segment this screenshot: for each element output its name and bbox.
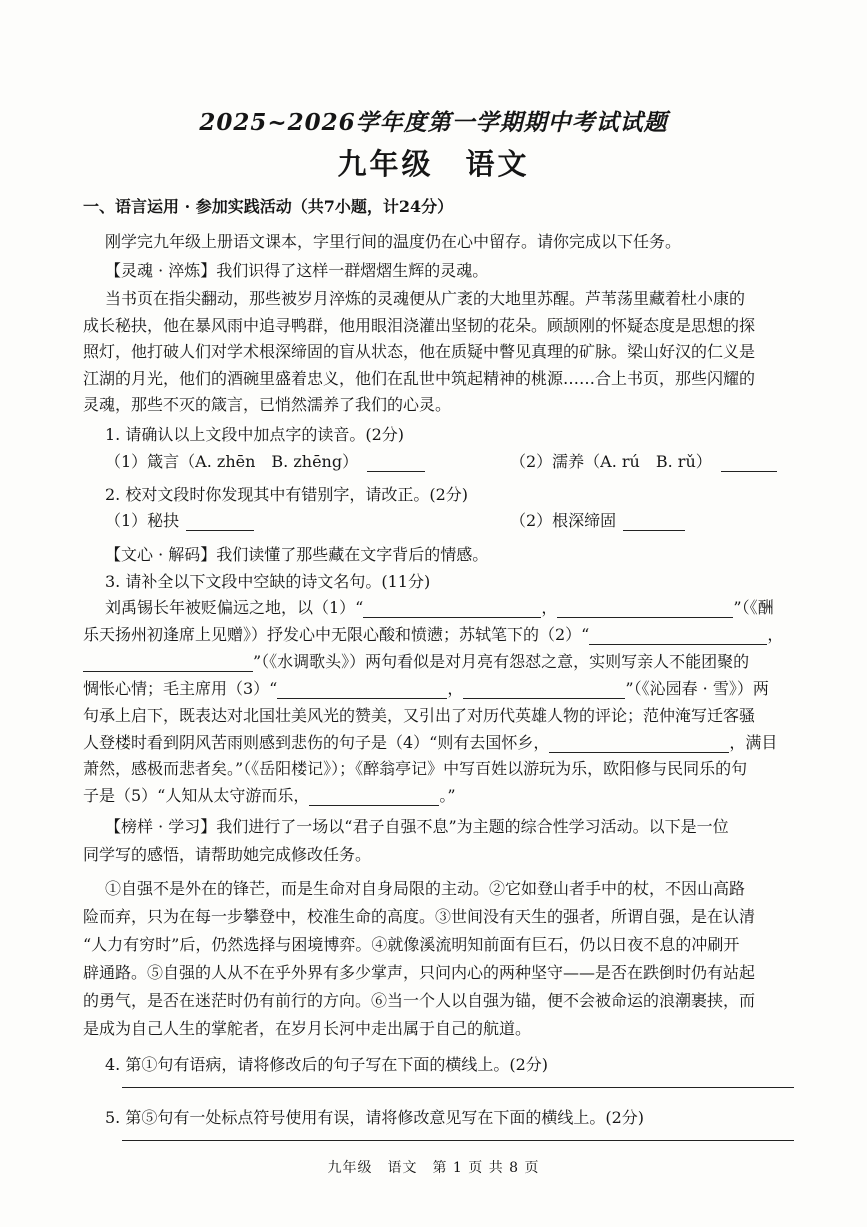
question-4: 4. 第①句有语病，请将修改后的句子写在下面的横线上。(2分) bbox=[105, 1055, 549, 1074]
essay-line: ①自强不是外在的锋芒，而是生命对自身局限的主动。②它如登山者手中的杖，不因山高路 bbox=[105, 879, 746, 898]
q3-text: 惆怅心情；毛主席用（3）“ bbox=[83, 679, 278, 698]
culture-heading: 【文心 · 解码】我们读懂了那些藏在文字背后的情感。 bbox=[105, 545, 489, 564]
answer-blank[interactable] bbox=[589, 628, 767, 645]
answer-blank[interactable] bbox=[186, 514, 254, 531]
exam-subject: 九年级 语文 bbox=[337, 147, 530, 181]
q3-line bbox=[83, 652, 795, 672]
q3-text: 子是（5）“人知从太守游而乐， bbox=[83, 786, 310, 805]
q3-text: ”（《沁园春 · 雪》）两 bbox=[625, 679, 769, 698]
model-heading: 【榜样 · 学习】我们进行了一场以“君子自强不息”为主题的综合性学习活动。以下是一位 bbox=[105, 817, 729, 836]
passage-line: 成长秘抉，他在暴风雨中追寻鸭群，他用眼泪浇灌出坚韧的花朵。顾颉刚的怀疑态度是思想的探 bbox=[83, 316, 756, 335]
q3-text: 刘禹锡长年被贬偏远之地，以（1）“ bbox=[105, 598, 364, 617]
passage-line: 当书页在指尖翻动，那些被岁月淬炼的灵魂便从广袤的大地里苏醒。芦苇荡里藏着杜小康的 bbox=[105, 289, 746, 308]
answer-blank[interactable] bbox=[309, 789, 439, 806]
answer-blank[interactable] bbox=[83, 655, 253, 672]
q3-text: ， bbox=[767, 625, 784, 644]
q3-text: ， bbox=[447, 679, 464, 698]
q3-line bbox=[83, 786, 795, 806]
question-1: 1. 请确认以上文段中加点字的读音。(2分) bbox=[105, 425, 405, 444]
q3-text: 乐天扬州初逢席上见赠》）抒发心中无限心酸和愤懑；苏轼笔下的（2）“ bbox=[83, 625, 590, 644]
passage-line: 江湖的月光，他们的酒碗里盛着忠义，他们在乱世中筑起精神的桃源……合上书页，那些闪耀的 bbox=[83, 369, 756, 388]
q3-line: 句承上启下，既表达对北国壮美风光的赞美，又引出了对历代英雄人物的评论；范仲淹写迁客骚 bbox=[83, 706, 756, 725]
model-heading-2: 同学写的感悟，请帮助她完成修改任务。 bbox=[83, 845, 372, 864]
q3-line bbox=[83, 679, 795, 699]
answer-blank[interactable] bbox=[363, 601, 541, 618]
q3-text: ”（《水调歌头》）两句看似是对月亮有怨怼之意，实则写亲人不能团聚的 bbox=[253, 652, 750, 671]
q1-option-b: （2）濡养（A. rú B. rǔ） bbox=[510, 452, 712, 471]
section-intro: 刚学完九年级上册语文课本，字里行间的温度仍在心中留存。请你完成以下任务。 bbox=[105, 232, 682, 251]
q3-line bbox=[83, 733, 795, 753]
q3-text: 。” bbox=[439, 786, 456, 805]
page-footer: 九年级 语文 第 1 页 共 8 页 bbox=[327, 1160, 540, 1176]
answer-line[interactable] bbox=[122, 1140, 794, 1141]
q3-line bbox=[83, 625, 795, 645]
q2-item-a: （1）秘抉 bbox=[105, 511, 180, 530]
q1-option-a: （1）箴言（A. zhēn B. zhēng） bbox=[105, 452, 359, 471]
q2-item-b: （2）根深缔固 bbox=[510, 511, 617, 530]
essay-line: 的勇气，是否在迷茫时仍有前行的方向。⑥当一个人以自强为锚，便不会被命运的浪潮裹挟，而 bbox=[83, 991, 756, 1010]
answer-blank[interactable] bbox=[549, 736, 729, 753]
passage-line: 照灯，他打破人们对学术根深缔固的盲从状态，他在质疑中瞥见真理的矿脉。梁山好汉的仁义是 bbox=[83, 342, 756, 361]
q3-line: 萧然，感极而悲者矣。”（《岳阳楼记》）；《醉翁亭记》中写百姓以游玩为乐，欧阳修与民同乐的句 bbox=[83, 759, 748, 778]
essay-line: 险而弃，只为在每一步攀登中，校准生命的高度。③世间没有天生的强者，所谓自强，是在认清 bbox=[83, 907, 756, 926]
q3-text: ，满目 bbox=[729, 733, 778, 752]
answer-blank[interactable] bbox=[623, 514, 685, 531]
q3-text: 人登楼时看到阴风苦雨则感到悲伤的句子是（4）“则有去国怀乡， bbox=[83, 733, 550, 752]
passage-line: 灵魂，那些不灭的箴言，已悄然濡养了我们的心灵。 bbox=[83, 395, 452, 414]
answer-blank[interactable] bbox=[557, 601, 733, 618]
q3-text: ”（《酬 bbox=[733, 598, 774, 617]
question-5: 5. 第⑤句有一处标点符号使用有误，请将修改意见写在下面的横线上。(2分) bbox=[105, 1108, 645, 1127]
essay-line: 辟通路。⑤自强的人从不在乎外界有多少掌声，只问内心的两种坚守——是否在跌倒时仍有站起 bbox=[83, 963, 756, 982]
answer-line[interactable] bbox=[122, 1087, 794, 1088]
answer-blank[interactable] bbox=[463, 682, 625, 699]
q3-line bbox=[105, 598, 795, 618]
essay-line: 是成为自己人生的掌舵者，在岁月长河中走出属于自己的航道。 bbox=[83, 1019, 532, 1038]
exam-title: 2025~2026学年度第一学期期中考试试题 bbox=[199, 109, 668, 136]
question-3: 3. 请补全以下文段中空缺的诗文名句。(11分) bbox=[105, 572, 431, 591]
question-2: 2. 校对文段时你发现其中有错别字，请改正。(2分) bbox=[105, 485, 469, 504]
q2-row-b bbox=[510, 511, 710, 531]
section-heading: 一、语言运用 · 参加实践活动（共7小题，计24分） bbox=[83, 197, 454, 216]
answer-blank[interactable] bbox=[277, 682, 447, 699]
answer-blank[interactable] bbox=[367, 455, 425, 472]
q1-row-b bbox=[510, 452, 770, 472]
answer-blank[interactable] bbox=[721, 455, 777, 472]
essay-line: “人力有穷时”后，仍然选择与困境博弈。④就像溪流明知前面有巨石，仍以日夜不息的冲刷开 bbox=[83, 935, 740, 954]
soul-heading: 【灵魂 · 淬炼】我们识得了这样一群熠熠生辉的灵魂。 bbox=[105, 261, 489, 280]
q3-text: ， bbox=[541, 598, 558, 617]
